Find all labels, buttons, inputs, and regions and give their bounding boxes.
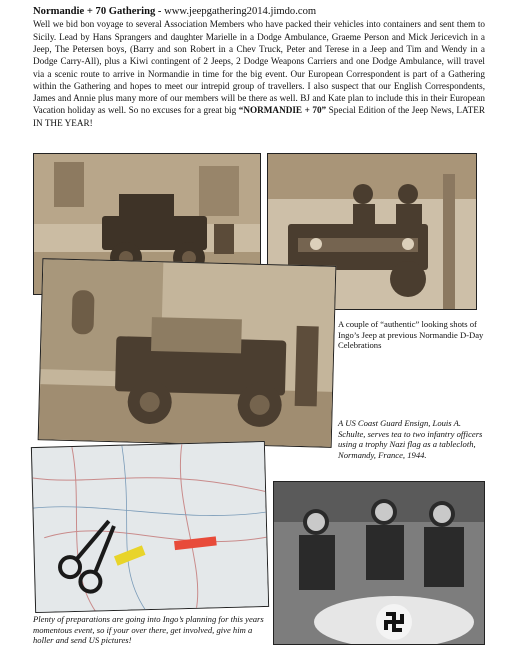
photo-coast-guard xyxy=(273,481,485,645)
article-body-text: Well we bid bon voyage to several Association Members who have packed their vehicles into containers and sent them to Sicily. Lead by Hans Sprangers and daughter Marielle in a Dodge Ambulance, Graeme Person and Mick Jericevich in a Jeep, The Petersen boys, (Barry and son Robert in a Chev Truck, Peter and Terese in a Jeep and Tim and Wendy in a Dodge Carry-All), plus a Kiwi contingent of 2 Jeeps, 2 Dodge Weapons Carriers and one Dodge Ambulance, will travel via a scenic route to arrive in Normandie in time for the big event. Our European Correspondent is part of a Gathering within the Gathering and hopes to meet our intrepid group of travellers. I also suspect that our English Correspondents, James and Annie plus many more of our members will be there as well. BJ and Kate plan to include this in their European Vacation holiday as well. So no excuses for a great big xyxy=(33,19,485,116)
caption-jeep-shots: A couple of “authentic” looking shots of Ingo’s Jeep at previous Normandie D-Day Celebrations xyxy=(338,319,484,351)
caption-preparations: Plenty of preparations are going into Ingo’s planning for this years momentous event, so if your over there, get involved, give him a holler and send US pictures! xyxy=(33,614,264,646)
article-body xyxy=(33,18,485,129)
article-ending: Special Edition of the Jeep News, LATER IN THE YEAR! xyxy=(33,105,485,128)
article-highlight: “NORMANDIE + 70” xyxy=(238,105,327,116)
photo-jeep-canvas xyxy=(38,258,337,448)
caption-coast-guard: A US Coast Guard Ensign, Louis A. Schulte, serves tea to two infantry officers using a trophy Nazi flag as a tablecloth, Normandy, France, 1944. xyxy=(338,418,483,460)
article xyxy=(33,6,485,129)
photo-map-planning xyxy=(31,441,269,613)
article-title: Normandie + 70 Gathering - xyxy=(33,6,162,17)
article-url[interactable]: www.jeepgathering2014.jimdo.com xyxy=(164,6,317,17)
article-heading xyxy=(33,6,485,18)
